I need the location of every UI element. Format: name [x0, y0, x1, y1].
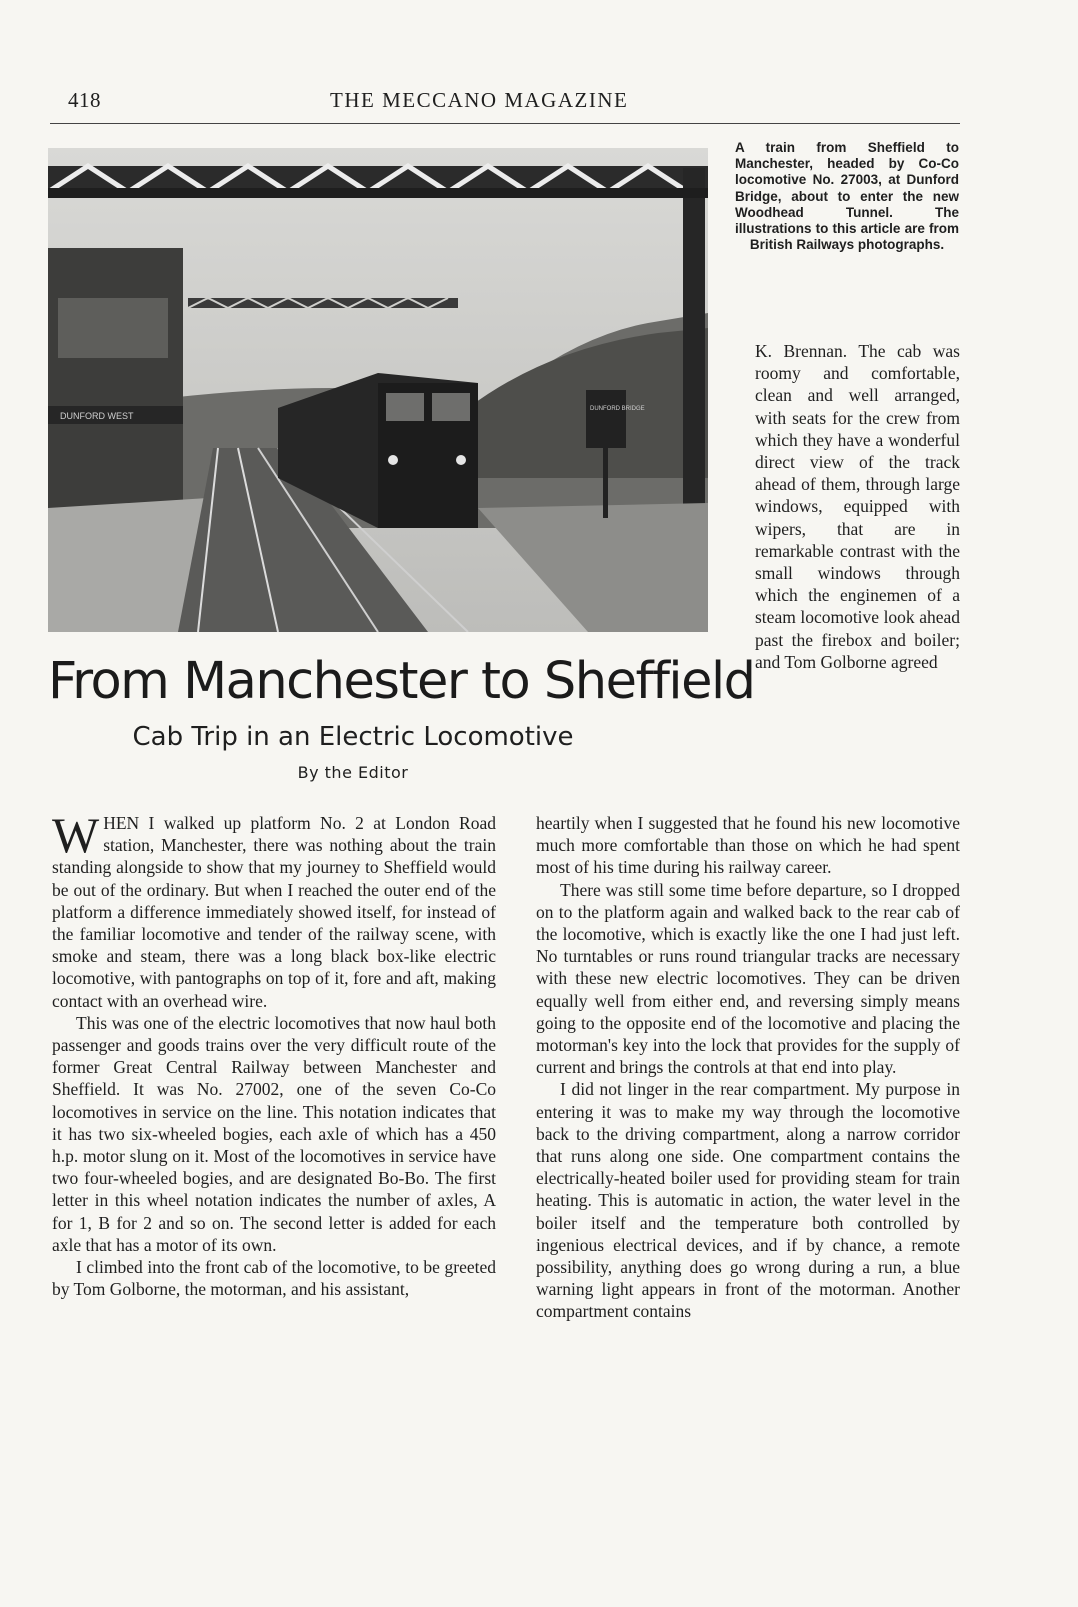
page-number: 418	[68, 88, 101, 112]
paragraph: K. Brennan. The cab was roomy and comfortable, clean and well arranged, with seats for the crew from which they have a wonderful direct view of the track ahead of them, through large windows, equipped with wipers, that are in remarkable contrast with the small windows through which the enginemen of a steam locomotive look ahead past the firebox and boiler; and Tom Golborne agreed	[755, 341, 960, 672]
photo-caption: A train from Sheffield to Manchester, headed by Co-Co locomotive No. 27003, at Dunford Bridge, about to enter the new Woodhead Tunnel. The illustrations to this article are from British Railways photographs.	[735, 140, 959, 253]
paragraph: There was still some time before departure, so I dropped on to the platform again and walked back to the rear cab of the locomotive, which is exactly like the one I had just left. No turntables or runs round triangular tracks are necessary with these new electric locomotives. They can be driven equally well from either end, and reversing simply means going to the opposite end of the locomotive and placing the motorman's key into the lock that provides for the supply of current and brings the controls at that end into play.	[536, 879, 960, 1078]
left-column	[52, 807, 496, 1300]
header-rule	[50, 123, 960, 124]
locomotive-photo	[48, 148, 708, 632]
station-sign-text: DUNFORD WEST	[60, 411, 134, 421]
right-column-top	[755, 340, 960, 673]
running-title: THE MECCANO MAGAZINE	[330, 88, 629, 112]
paragraph: I climbed into the front cab of the locomotive, to be greeted by Tom Golborne, the motorman, and his assistant,	[52, 1257, 496, 1300]
byline: By the Editor	[297, 763, 409, 782]
paragraph: heartily when I suggested that he found his new locomotive much more comfortable than those on which he had spent most of his time during his railway career.	[536, 813, 960, 878]
paragraph: This was one of the electric locomotives that now haul both passenger and goods trains over the very difficult route of the former Great Central Railway between Manchester and Sheffield. It was No. 27002, one of the seven Co-Co locomotives in service on the line. This notation indicates that it has two six-wheeled bogies, each axle of which has a 450 h.p. motor slung on it. Most of the locomotives in service have two four-wheeled bogies, and are designated Bo-Bo. The first letter in this wheel notation indicates the number of axles, A for 1, B for 2 and so on. The second letter is added for each axle that has a motor of its own.	[52, 1012, 496, 1255]
opening-text: HEN I walked up platform No. 2 at London Road station, Manchester, there was nothing about the train standing alongside to show that my journey to Sheffield would be out of the ordinary. But when I reached the outer end of the platform a difference immediately showed itself, for instead of the familiar locomotive and tender of the railway scene, with smoke and steam, there was a long black box-like electric locomotive, with pantographs on top of it, fore and aft, making contact with an overhead wire.	[52, 813, 496, 1011]
article-subtitle: Cab Trip in an Electric Locomotive	[132, 722, 574, 752]
right-column-bottom	[536, 812, 960, 1323]
platform-sign-text: DUNFORD BRIDGE	[590, 406, 645, 412]
drop-cap: W	[52, 807, 100, 863]
paragraph: I did not linger in the rear compartment. My purpose in entering it was to make my way through the locomotive back to the driving compartment, along a narrow corridor that runs along one side. One compartment contains the electrically-heated boiler used for providing steam for train heating. This is automatic in action, the water level in the boiler itself and the temperature both controlled by ingenious electrical devices, and if by chance, a remote possibility, anything does go wrong during a run, a blue warning light appears in front of the motorman. Another compartment contains	[536, 1079, 960, 1322]
article-title: From Manchester to Sheffield	[48, 652, 755, 711]
opening-paragraph	[52, 807, 496, 1012]
